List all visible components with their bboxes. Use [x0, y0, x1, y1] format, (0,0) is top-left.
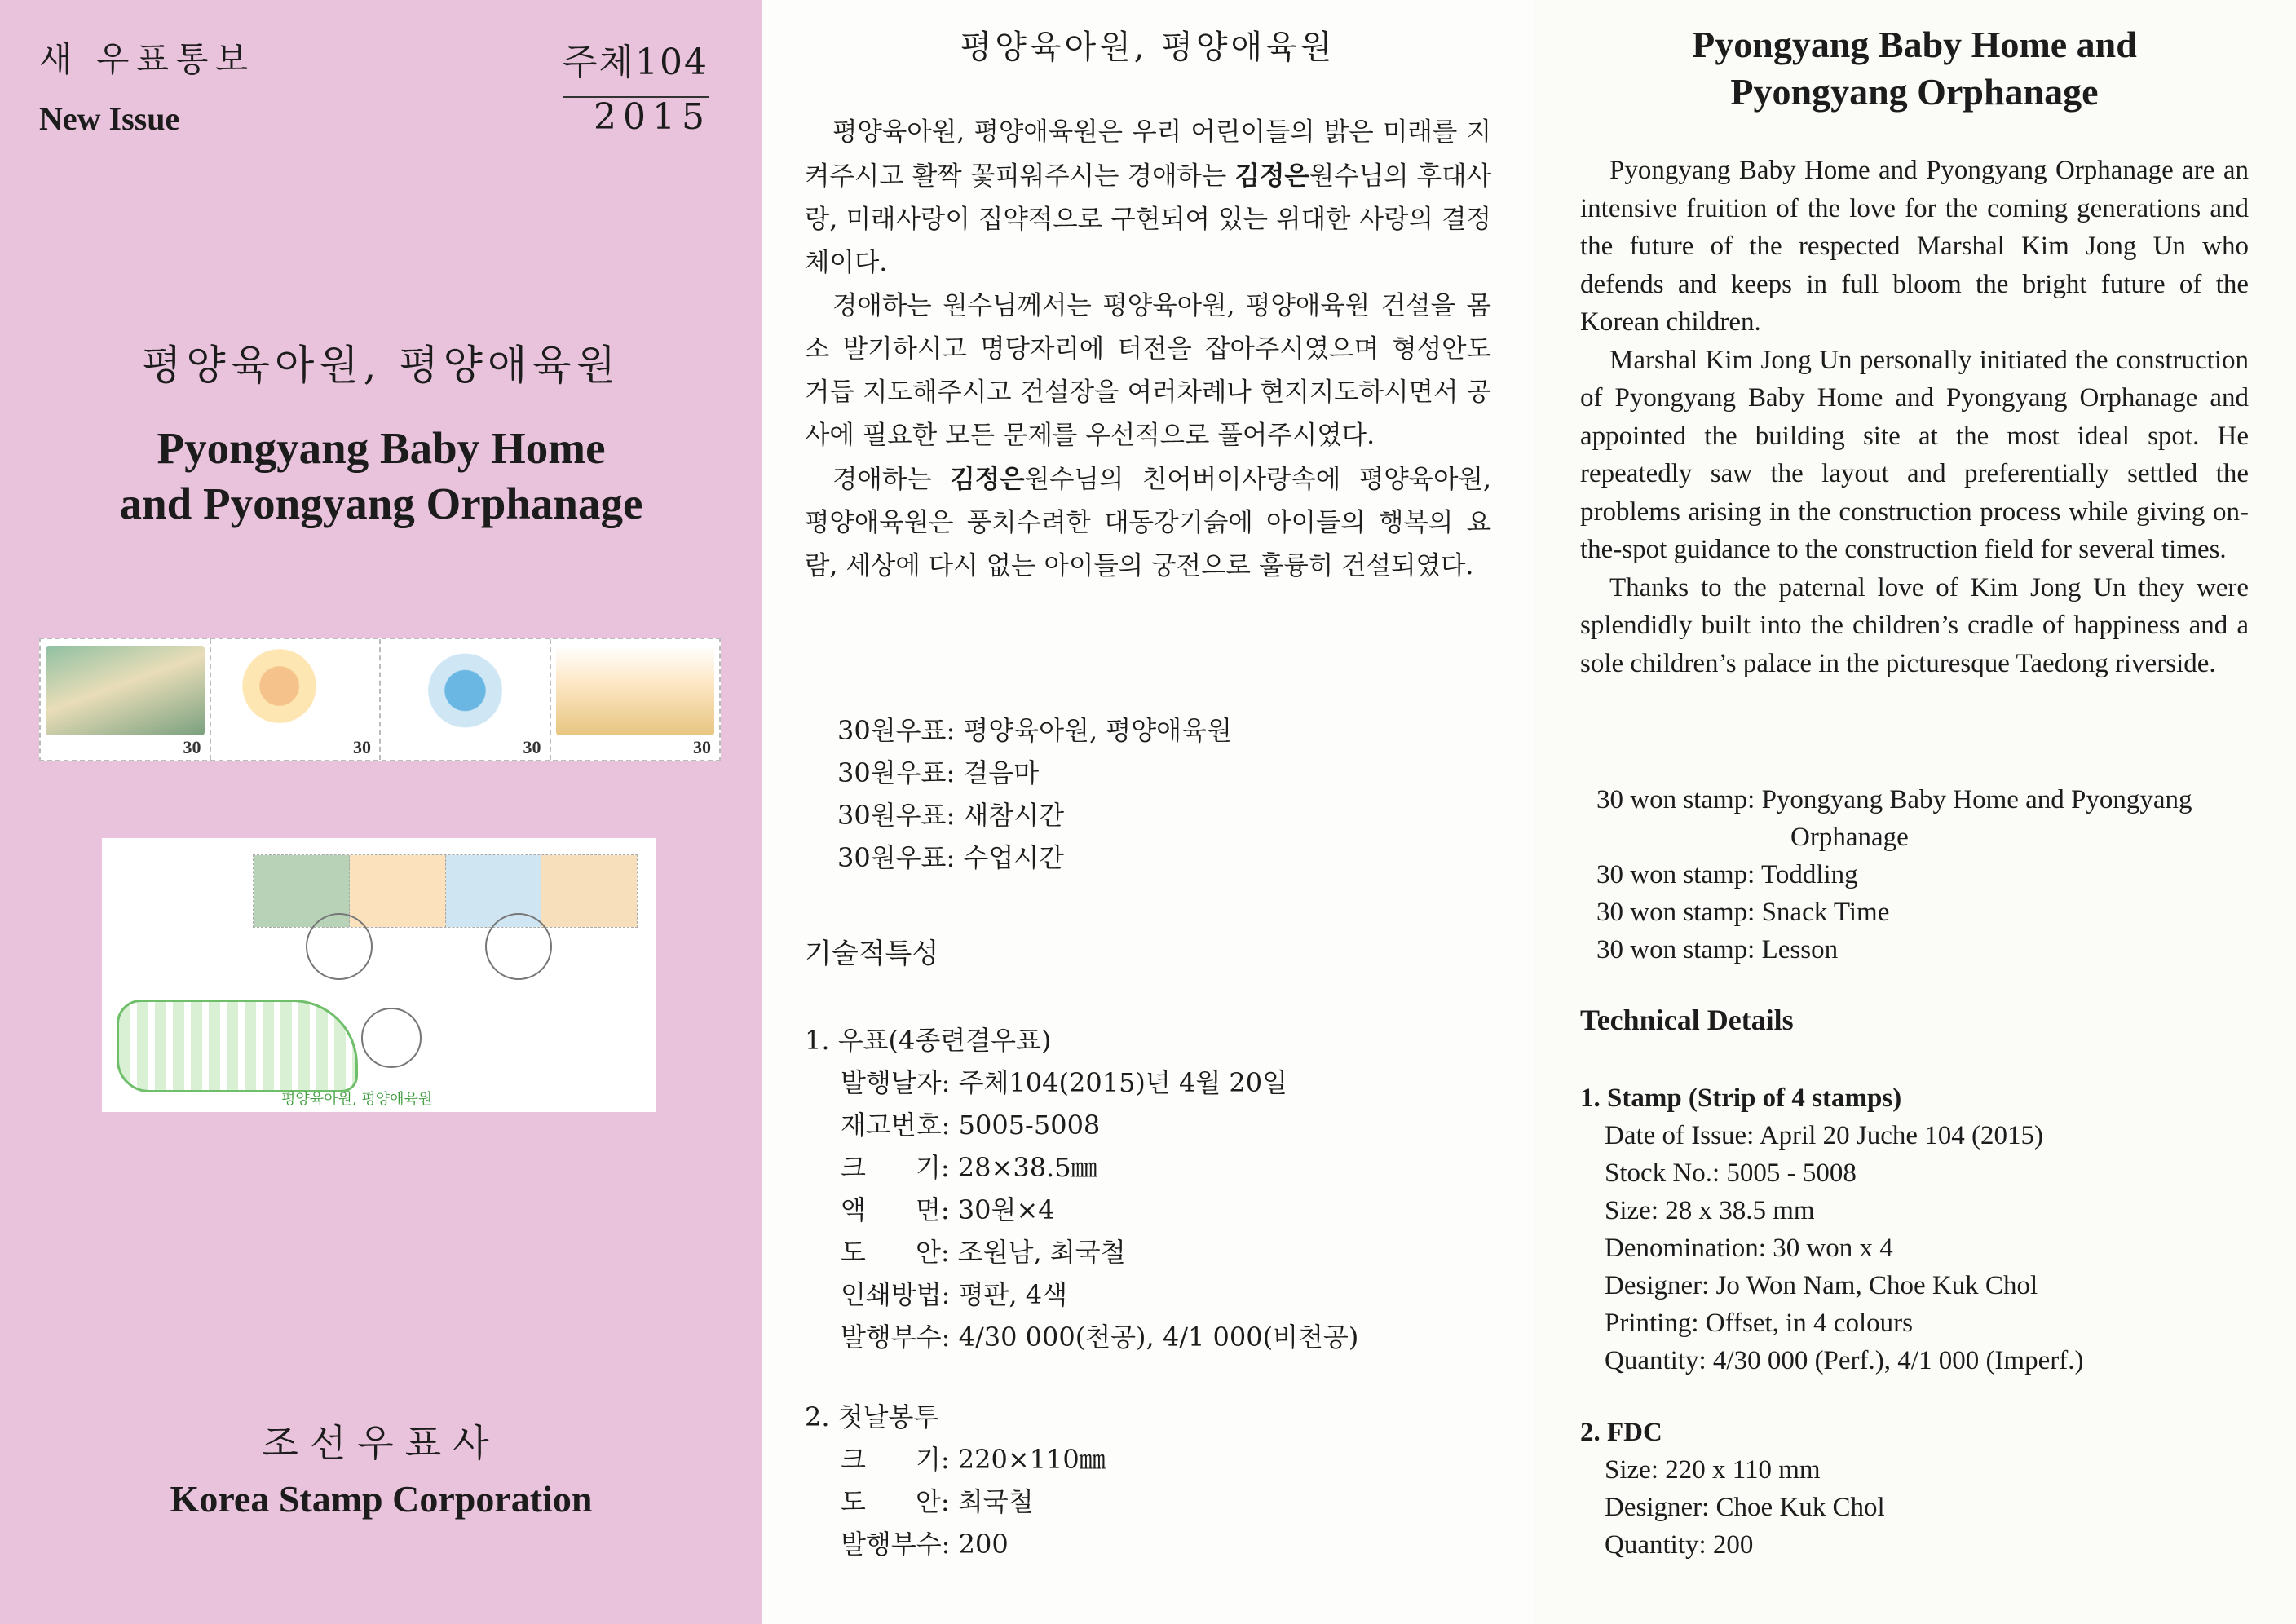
english-fdc-details: [1580, 1414, 1885, 1564]
postmark-icon: [485, 913, 552, 980]
detail-row: 발행날자: 주체104(2015)년 4월 20일: [841, 1067, 1288, 1098]
detail-row: 인쇄방법: 평판, 4색: [841, 1279, 1068, 1310]
section-heading: 2. FDC: [1580, 1418, 1662, 1447]
cachet-emblem-icon: [361, 1008, 422, 1068]
new-issue-label-en: New Issue: [39, 100, 180, 137]
korean-paragraph: [805, 285, 1491, 457]
english-paragraph: Pyongyang Baby Home and Pyongyang Orphanage are an intensive fruition of the love for the coming generations and the future of the respected Marshal Kim Jong Un who defends and keeps in full bloom the bright future of the Korean children.: [1580, 156, 2249, 337]
new-issue-label-ko: 새 우표통보: [39, 39, 255, 79]
detail-row: Stock No.: 5005 - 5008: [1605, 1158, 1857, 1188]
korean-tech-heading: 기술적특성: [805, 938, 939, 970]
korean-fdc-details: [805, 1396, 1106, 1565]
english-text-panel: [1533, 0, 2296, 1624]
detail-row: Designer: Jo Won Nam, Choe Kuk Chol: [1605, 1271, 2038, 1300]
cover-title-ko: 평양육아원, 평양애육원: [142, 342, 620, 389]
list-item: 30 won stamp: Toddling: [1596, 860, 1858, 889]
stamp-denomination: 30: [523, 737, 541, 757]
cover-title-en-line1: Pyongyang Baby Home: [157, 423, 606, 473]
paragraph-text: 원수님의 후대사랑, 미래사랑이 집약적으로 구현되여 있는 위대한 사랑의 결정체이다.: [805, 161, 1491, 277]
detail-row: 도 안: 조원남, 최국철: [841, 1237, 1126, 1268]
stamp-toddling: [211, 639, 382, 760]
leader-name: 김정은: [1234, 161, 1309, 191]
cover-title-en: [0, 421, 762, 532]
detail-row: Quantity: 4/30 000 (Perf.), 4/1 000 (Imperf.): [1605, 1346, 2084, 1375]
fdc-stamp-strip: [253, 854, 638, 928]
detail-row: 액 면: 30원×4: [841, 1194, 1055, 1225]
detail-row: Quantity: 200: [1605, 1530, 1754, 1560]
leader-name: 김정은: [950, 464, 1025, 494]
english-tech-heading: Technical Details: [1580, 1004, 1794, 1036]
detail-row: Printing: Offset, in 4 colours: [1605, 1308, 1913, 1338]
detail-row: Size: 220 x 110 mm: [1605, 1455, 1821, 1485]
section-heading: 1. 우표(4종련결우표): [805, 1025, 1052, 1056]
detail-row: Size: 28 x 38.5 mm: [1605, 1196, 1815, 1225]
english-paragraph: Marshal Kim Jong Un personally initiated the construction of Pyongyang Baby Home and Pyongyang Orphanage and appointed the building site at the most ideal spot. He repeatedly saw the layout and preferentially settled the problems arising in the construction process while giving on-the-spot guidance to the construction field for several times.: [1580, 345, 2249, 564]
publisher-ko: 조선우표사: [262, 1421, 501, 1465]
publisher-en: Korea Stamp Corporation: [170, 1478, 593, 1520]
fdc-building-illustration: [117, 1000, 358, 1092]
stamp-snack-time: [381, 639, 551, 760]
english-stamp-details: [1580, 1079, 2083, 1379]
issue-year: 2015: [594, 96, 711, 138]
english-title: [1533, 21, 2296, 116]
list-item: 30원우표: 새참시간: [837, 800, 1065, 831]
paragraph-text: 평양육아원, 평양애육원은 우리 어린이들의 밝은 미래를 지켜주시고 활짝 꽃피워주시는 경애하는: [805, 117, 1491, 191]
detail-row: 크 기: 220×110㎜: [841, 1444, 1106, 1475]
paragraph-text: 경애하는: [832, 465, 951, 494]
list-item: 30 won stamp: Pyongyang Baby Home and Pyongyang: [1596, 785, 2192, 814]
fdc-caption: 평양육아원, 평양애육원: [281, 1091, 433, 1108]
list-item: 30원우표: 걸음마: [837, 757, 1040, 788]
list-item: 30원우표: 평양육아원, 평양애육원: [837, 715, 1232, 746]
detail-row: 크 기: 28×38.5㎜: [841, 1152, 1097, 1183]
cover-title-en-line2: and Pyongyang Orphanage: [119, 479, 643, 528]
korean-paragraph: [805, 111, 1491, 285]
korean-stamp-details: [805, 1019, 1358, 1358]
korean-title: 평양육아원, 평양애육원: [960, 29, 1336, 66]
paragraph-text: 원수님의 친어버이사랑속에 평양육아원, 평양애육원은 풍치수려한 대동강기슭에 아이들의 행복의 요람, 세상에 다시 없는 아이들의 궁전으로 훌륭히 건설되였다.: [805, 465, 1491, 580]
section-heading: 2. 첫날봉투: [805, 1401, 939, 1432]
list-item-continuation: Orphanage: [1790, 823, 1909, 852]
korean-text-panel: [762, 0, 1533, 1624]
korean-stamp-list: [837, 709, 1232, 879]
detail-row: 발행부수: 4/30 000(천공), 4/1 000(비천공): [841, 1322, 1359, 1353]
english-title-line2: Pyongyang Orphanage: [1730, 71, 2099, 113]
detail-row: 재고번호: 5005-5008: [841, 1110, 1101, 1141]
section-heading: 1. Stamp (Strip of 4 stamps): [1580, 1083, 1902, 1113]
list-item: 30 won stamp: Lesson: [1596, 935, 1839, 964]
stamp-lesson: [551, 639, 720, 760]
juche-year: 주체104: [563, 33, 709, 98]
stamp-denomination: 30: [353, 737, 371, 757]
detail-row: 도 안: 최국철: [841, 1486, 1034, 1517]
english-stamp-list: [1596, 781, 2192, 969]
english-title-line1: Pyongyang Baby Home and: [1692, 24, 2137, 65]
korean-description: [805, 111, 1491, 588]
stamp-denomination: 30: [693, 737, 711, 757]
paragraph-text: 경애하는 원수님께서는 평양육아원, 평양애육원 건설을 몸소 발기하시고 명당자리에 터전을 잡아주시였으며 형성안도 거듭 지도해주시고 건설장을 여러차례나 현지지도하시면서 공사에 필요한 모든 문제를 우선적으로 풀어주시였다.: [805, 291, 1491, 450]
first-day-cover-image: [102, 838, 656, 1112]
detail-row: Denomination: 30 won x 4: [1605, 1233, 1893, 1263]
cover-panel: [0, 0, 762, 1624]
detail-row: Date of Issue: April 20 Juche 104 (2015): [1605, 1121, 2043, 1150]
detail-row: Designer: Choe Kuk Chol: [1605, 1493, 1885, 1522]
korean-paragraph: [805, 457, 1491, 588]
english-paragraph: Thanks to the paternal love of Kim Jong Un they were splendidly built into the children’s cradle of happiness and a sole children’s palace in the picturesque Taedong riverside.: [1580, 572, 2249, 678]
stamp-denomination: 30: [183, 737, 201, 757]
stamp-strip-image: [39, 638, 721, 761]
list-item: 30 won stamp: Snack Time: [1596, 898, 1890, 927]
list-item: 30원우표: 수업시간: [837, 842, 1065, 873]
stamp-baby-home: [41, 639, 211, 760]
postmark-icon: [306, 913, 373, 980]
english-description: [1580, 152, 2249, 682]
detail-row: 발행부수: 200: [841, 1529, 1009, 1560]
